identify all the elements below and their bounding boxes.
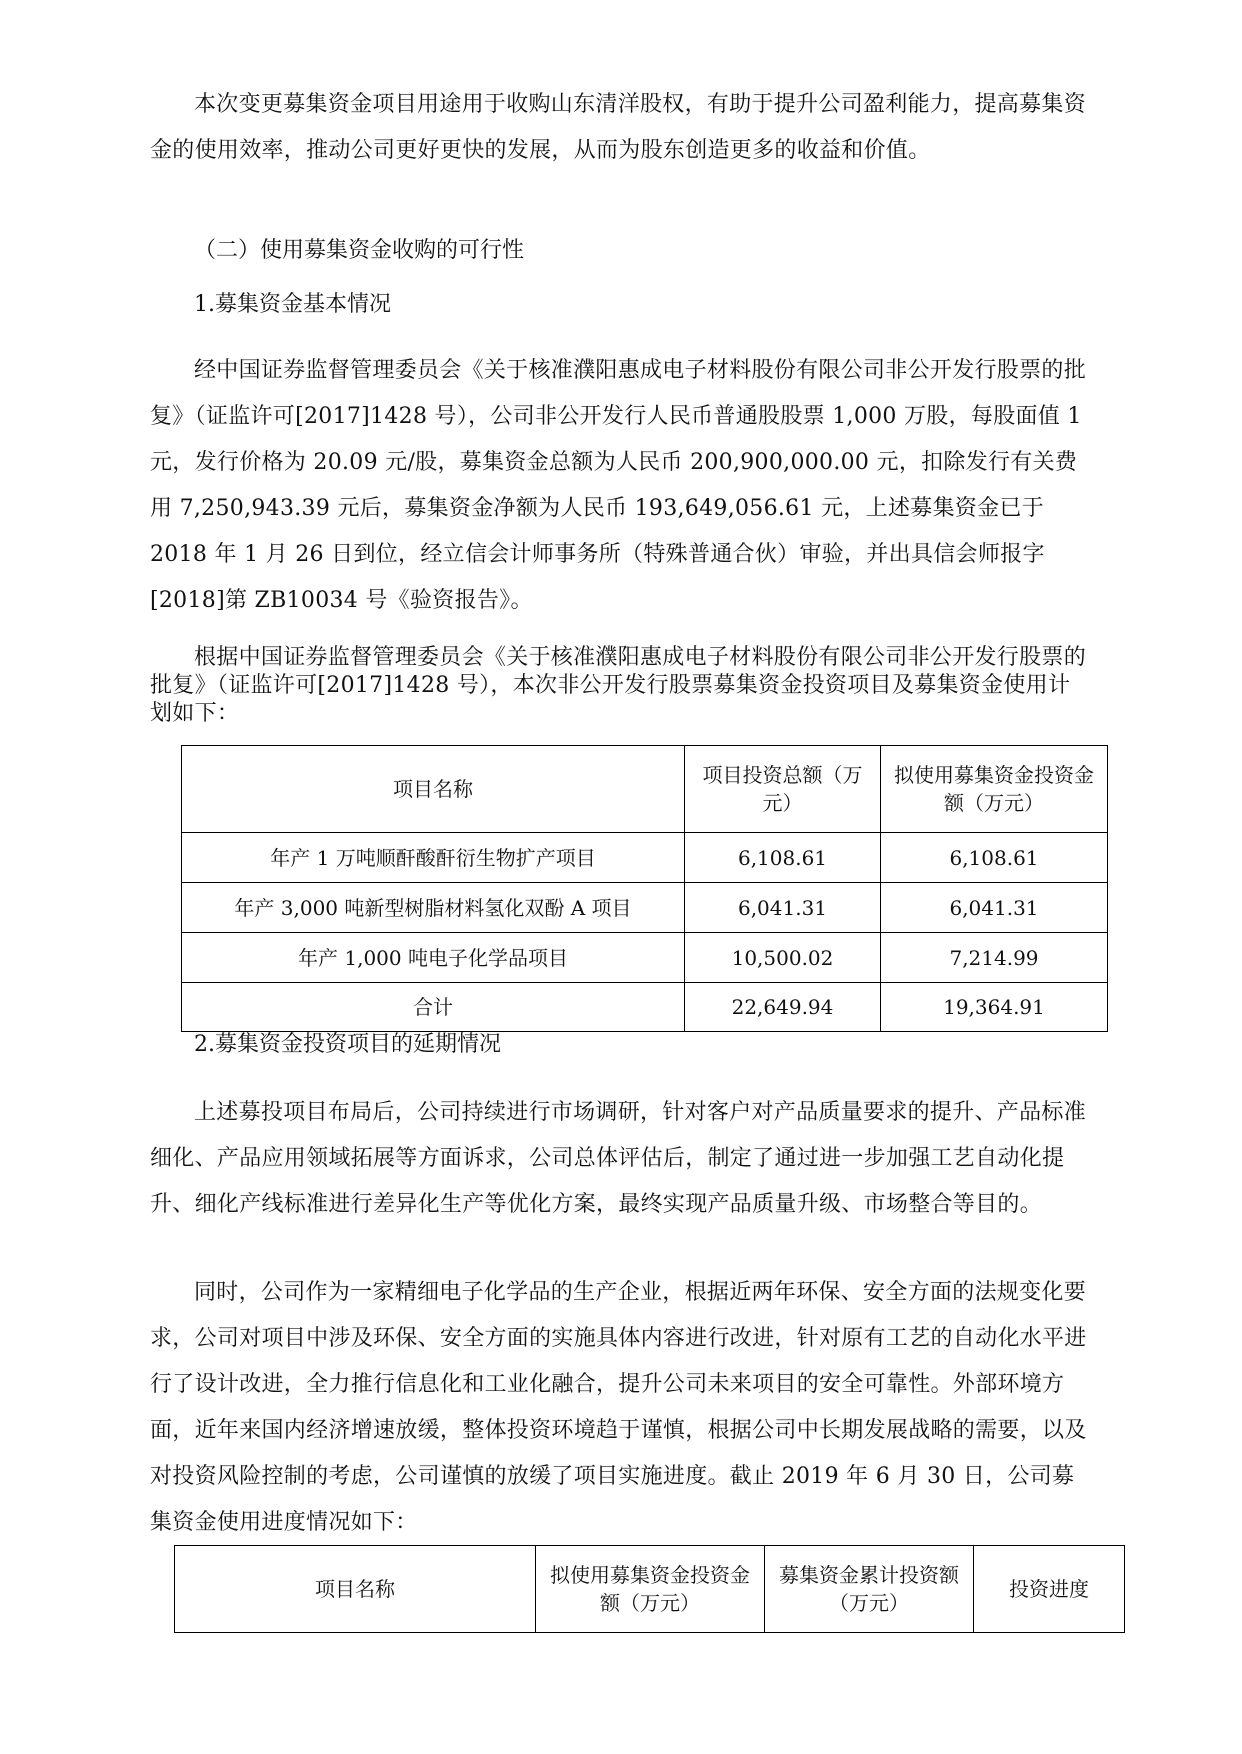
cell-total-label: 合计 bbox=[182, 983, 685, 1032]
cell-total-investment: 6,041.31 bbox=[685, 883, 881, 933]
cell-planned-fund-use: 19,364.91 bbox=[881, 983, 1108, 1032]
header-investment-progress: 投资进度 bbox=[974, 1546, 1125, 1633]
section-heading-feasibility: （二）使用募集资金收购的可行性 bbox=[194, 238, 525, 263]
fund-plan-table bbox=[181, 745, 1108, 1032]
cell-planned-fund-use: 7,214.99 bbox=[881, 933, 1108, 983]
table-header-row bbox=[182, 746, 1108, 833]
cell-total-investment: 6,108.61 bbox=[685, 833, 881, 883]
header-cumulative-investment: 募集资金累计投资额（万元） bbox=[765, 1546, 974, 1633]
cell-total-investment: 10,500.02 bbox=[685, 933, 881, 983]
table-row bbox=[182, 933, 1108, 983]
cell-planned-fund-use: 6,108.61 bbox=[881, 833, 1108, 883]
cell-planned-fund-use: 6,041.31 bbox=[881, 883, 1108, 933]
header-planned-fund-use: 拟使用募集资金投资金额（万元） bbox=[536, 1546, 765, 1633]
paragraph-fund-plan-intro: 根据中国证券监督管理委员会《关于核准濮阳惠成电子材料股份有限公司非公开发行股票的批复》（证监许可[2017]1428 号），本次非公开发行股票募集资金投资项目及募集资金使用计划如下： bbox=[150, 645, 1087, 726]
fund-progress-table bbox=[174, 1545, 1125, 1633]
cell-project-name: 年产 1 万吨顺酐酸酐衍生物扩产项目 bbox=[182, 833, 685, 883]
cell-project-name: 年产 1,000 吨电子化学品项目 bbox=[182, 933, 685, 983]
header-project-name: 项目名称 bbox=[175, 1546, 536, 1633]
table-row bbox=[182, 833, 1108, 883]
cell-project-name: 年产 3,000 吨新型树脂材料氢化双酚 A 项目 bbox=[182, 883, 685, 933]
paragraph-fund-basics: 经中国证券监督管理委员会《关于核准濮阳惠成电子材料股份有限公司非公开发行股票的批复》（证监许可[2017]1428 号），公司非公开发行人民币普通股股票 1,000 万股，每股面值 1 元，发行价格为 20.09 元/股，募集资金总额为人民币 200,900,000.00 元，扣除发行有关费用 7,250,943.39 元后，募集资金净额为人民币 193,649,056.61 元，上述募集资金已于 2018 年 1 月 26 日到位，经立信会计师事务所（特殊普通合伙）审验，并出具信会师报字[2018]第 ZB10034 号《验资报告》。 bbox=[150, 358, 1087, 613]
paragraph-purpose: 本次变更募集资金项目用途用于收购山东清洋股权，有助于提升公司盈利能力，提高募集资金的使用效率，推动公司更好更快的发展，从而为股东创造更多的收益和价值。 bbox=[150, 92, 1087, 163]
header-total-investment: 项目投资总额（万元） bbox=[685, 746, 881, 833]
subheading-fund-basics: 1.募集资金基本情况 bbox=[194, 292, 391, 317]
cell-total-investment: 22,649.94 bbox=[685, 983, 881, 1032]
subheading-project-delay: 2.募集资金投资项目的延期情况 bbox=[194, 1032, 501, 1057]
table-header-row bbox=[175, 1546, 1125, 1633]
header-planned-fund-use: 拟使用募集资金投资金额（万元） bbox=[881, 746, 1108, 833]
header-project-name: 项目名称 bbox=[182, 746, 685, 833]
paragraph-delay-reasons: 同时，公司作为一家精细电子化学品的生产企业，根据近两年环保、安全方面的法规变化要求，公司对项目中涉及环保、安全方面的实施具体内容进行改进，针对原有工艺的自动化水平进行了设计改进，全力推行信息化和工业化融合，提升公司未来项目的安全可靠性。外部环境方面，近年来国内经济增速放缓，整体投资环境趋于谨慎，根据公司中长期发展战略的需要，以及对投资风险控制的考虑，公司谨慎的放缓了项目实施进度。截止 2019 年 6 月 30 日，公司募集资金使用进度情况如下： bbox=[150, 1280, 1087, 1535]
table-row bbox=[182, 883, 1108, 933]
paragraph-market-research: 上述募投项目布局后，公司持续进行市场调研，针对客户对产品质量要求的提升、产品标准细化、产品应用领域拓展等方面诉求，公司总体评估后，制定了通过进一步加强工艺自动化提升、细化产线标准进行差异化生产等优化方案，最终实现产品质量升级、市场整合等目的。 bbox=[150, 1100, 1087, 1217]
